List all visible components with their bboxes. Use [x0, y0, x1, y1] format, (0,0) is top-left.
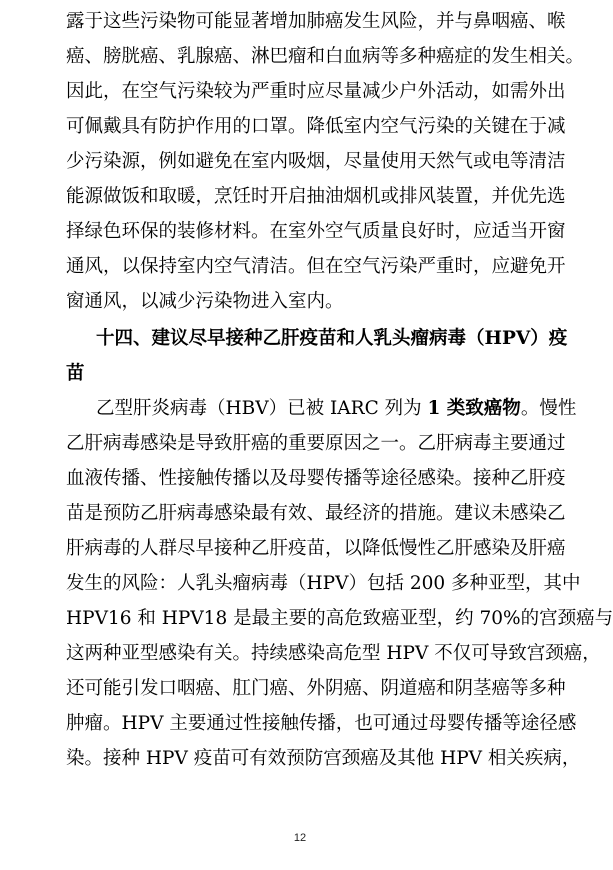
paragraph-line: 窗通风，以减少污染物进入室内。 — [66, 291, 344, 312]
emphasis-text: 1 类致癌物 — [427, 398, 521, 419]
paragraph-line: 乙肝病毒感染是导致肝癌的重要原因之一。乙肝病毒主要通过 — [66, 433, 566, 454]
paragraph-line: 这两种亚型感染有关。持续感染高危型 HPV 不仅可导致宫颈癌， — [66, 643, 601, 664]
paragraph-line: 苗是预防乙肝病毒感染最有效、最经济的措施。建议未感染乙 — [66, 503, 566, 524]
heading-line: 十四、建议尽早接种乙肝疫苗和人乳头瘤病毒（HPV）疫 — [96, 328, 568, 349]
text-run: 乙型肝炎病毒（HBV）已被 IARC 列为 — [96, 398, 428, 419]
paragraph-line: 发生的风险：人乳头瘤病毒（HPV）包括 200 多种亚型，其中 — [66, 573, 581, 594]
paragraph-line: 通风，以保持室内空气清洁。但在空气污染严重时，应避免开 — [66, 256, 566, 277]
heading-line: 苗 — [66, 363, 85, 384]
text-run: 。慢性 — [520, 398, 577, 419]
paragraph-line: 癌、膀胱癌、乳腺癌、淋巴瘤和白血病等多种癌症的发生相关。 — [66, 46, 585, 67]
paragraph-line: 露于这些污染物可能显著增加肺癌发生风险，并与鼻咽癌、喉 — [66, 11, 566, 32]
paragraph-line: 染。接种 HPV 疫苗可有效预防宫颈癌及其他 HPV 相关疾病， — [66, 748, 581, 769]
paragraph-line: 肝病毒的人群尽早接种乙肝疫苗，以降低慢性乙肝感染及肝癌 — [66, 538, 566, 559]
paragraph-line: 可佩戴具有防护作用的口罩。降低室内空气污染的关键在于减 — [66, 116, 566, 137]
paragraph-line: HPV16 和 HPV18 是最主要的高危致癌亚型，约 70%的宫颈癌与 — [66, 608, 613, 629]
paragraph-line: 因此，在空气污染较为严重时应尽量减少户外活动，如需外出 — [66, 81, 566, 102]
paragraph-line: 择绿色环保的装修材料。在室外空气质量良好时，应适当开窗 — [66, 221, 566, 242]
paragraph-line: 血液传播、性接触传播以及母婴传播等途径感染。接种乙肝疫 — [66, 468, 566, 489]
page-number: 12 — [293, 832, 307, 844]
paragraph-line: 少污染源，例如避免在室内吸烟，尽量使用天然气或电等清洁 — [66, 151, 566, 172]
paragraph-line — [96, 396, 577, 422]
paragraph-line: 肿瘤。HPV 主要通过性接触传播，也可通过母婴传播等途径感 — [66, 713, 577, 734]
paragraph-line: 还可能引发口咽癌、肛门癌、外阴癌、阴道癌和阴茎癌等多种 — [66, 678, 566, 699]
paragraph-line: 能源做饭和取暖，烹饪时开启抽油烟机或排风装置，并优先选 — [66, 186, 566, 207]
